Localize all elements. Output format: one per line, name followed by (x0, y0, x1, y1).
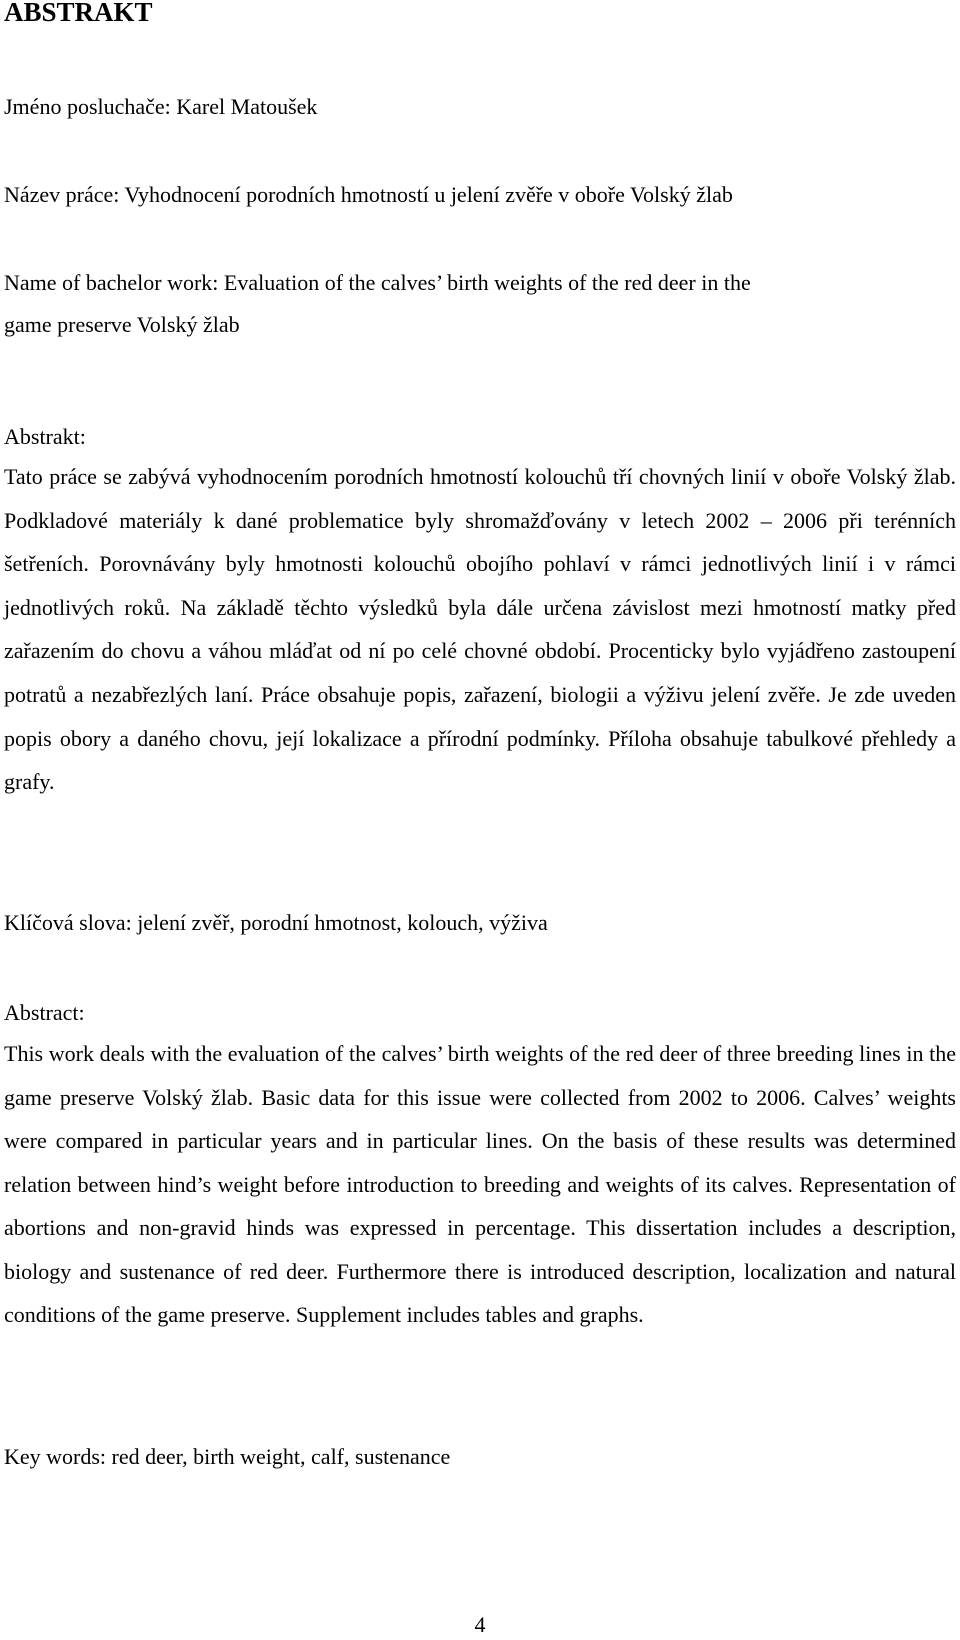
keywords-en: Key words: red deer, birth weight, calf, sustenance (4, 1444, 451, 1469)
abstract-paragraph: This work deals with the evaluation of the calves’ birth weights of the red deer of three breeding lines in the game preserve Volský žlab. Basic data for this issue were collected from 2002 to 2006. Calves’ weights were compared in particular years and in particular lines. On the basis of these results was determined relation between hind’s weight before introduction to breeding and weights of its calves. Representation of abortions and non-gravid hinds was expressed in percentage. This dissertation includes a description, biology and sustenance of red deer. Furthermore there is introduced description, localization and natural conditions of the game preserve. Supplement includes tables and graphs. (4, 1041, 956, 1327)
page-number: 4 (474, 1612, 486, 1637)
thesis-title-cz: Název práce: Vyhodnocení porodních hmotností u jelení zvěře v oboře Volský žlab (4, 182, 733, 207)
student-name-line: Jméno posluchače: Karel Matoušek (4, 94, 318, 119)
abstract-label: Abstract: (4, 1000, 85, 1025)
page-heading: ABSTRAKT (4, 0, 153, 27)
thesis-title-en-line-1: Name of bachelor work: Evaluation of the calves’ birth weights of the red deer in the (4, 270, 751, 295)
keywords-cz: Klíčová slova: jelení zvěř, porodní hmotnost, kolouch, výživa (4, 910, 548, 935)
abstrakt-label: Abstrakt: (4, 424, 86, 449)
thesis-title-en-line-2: game preserve Volský žlab (4, 312, 240, 337)
abstrakt-paragraph: Tato práce se zabývá vyhodnocením porodních hmotností kolouchů tří chovných linií v oboře Volský žlab. Podkladové materiály k dané problematice byly shromažďovány v letech 2002 – 2006 při terénních šetřeních. Porovnávány byly hmotnosti kolouchů obojího pohlaví v rámci jednotlivých linií i v rámci jednotlivých roků. Na základě těchto výsledků byla dále určena závislost mezi hmotností matky před zařazením do chovu a váhou mláďat od ní po celé chovné období. Procenticky bylo vyjádřeno zastoupení potratů a nezabřezlých laní. Práce obsahuje popis, zařazení, biologii a výživu jelení zvěře. Je zde uveden popis obory a daného chovu, její lokalizace a přírodní podmínky. Příloha obsahuje tabulkové přehledy a grafy. (4, 464, 956, 795)
